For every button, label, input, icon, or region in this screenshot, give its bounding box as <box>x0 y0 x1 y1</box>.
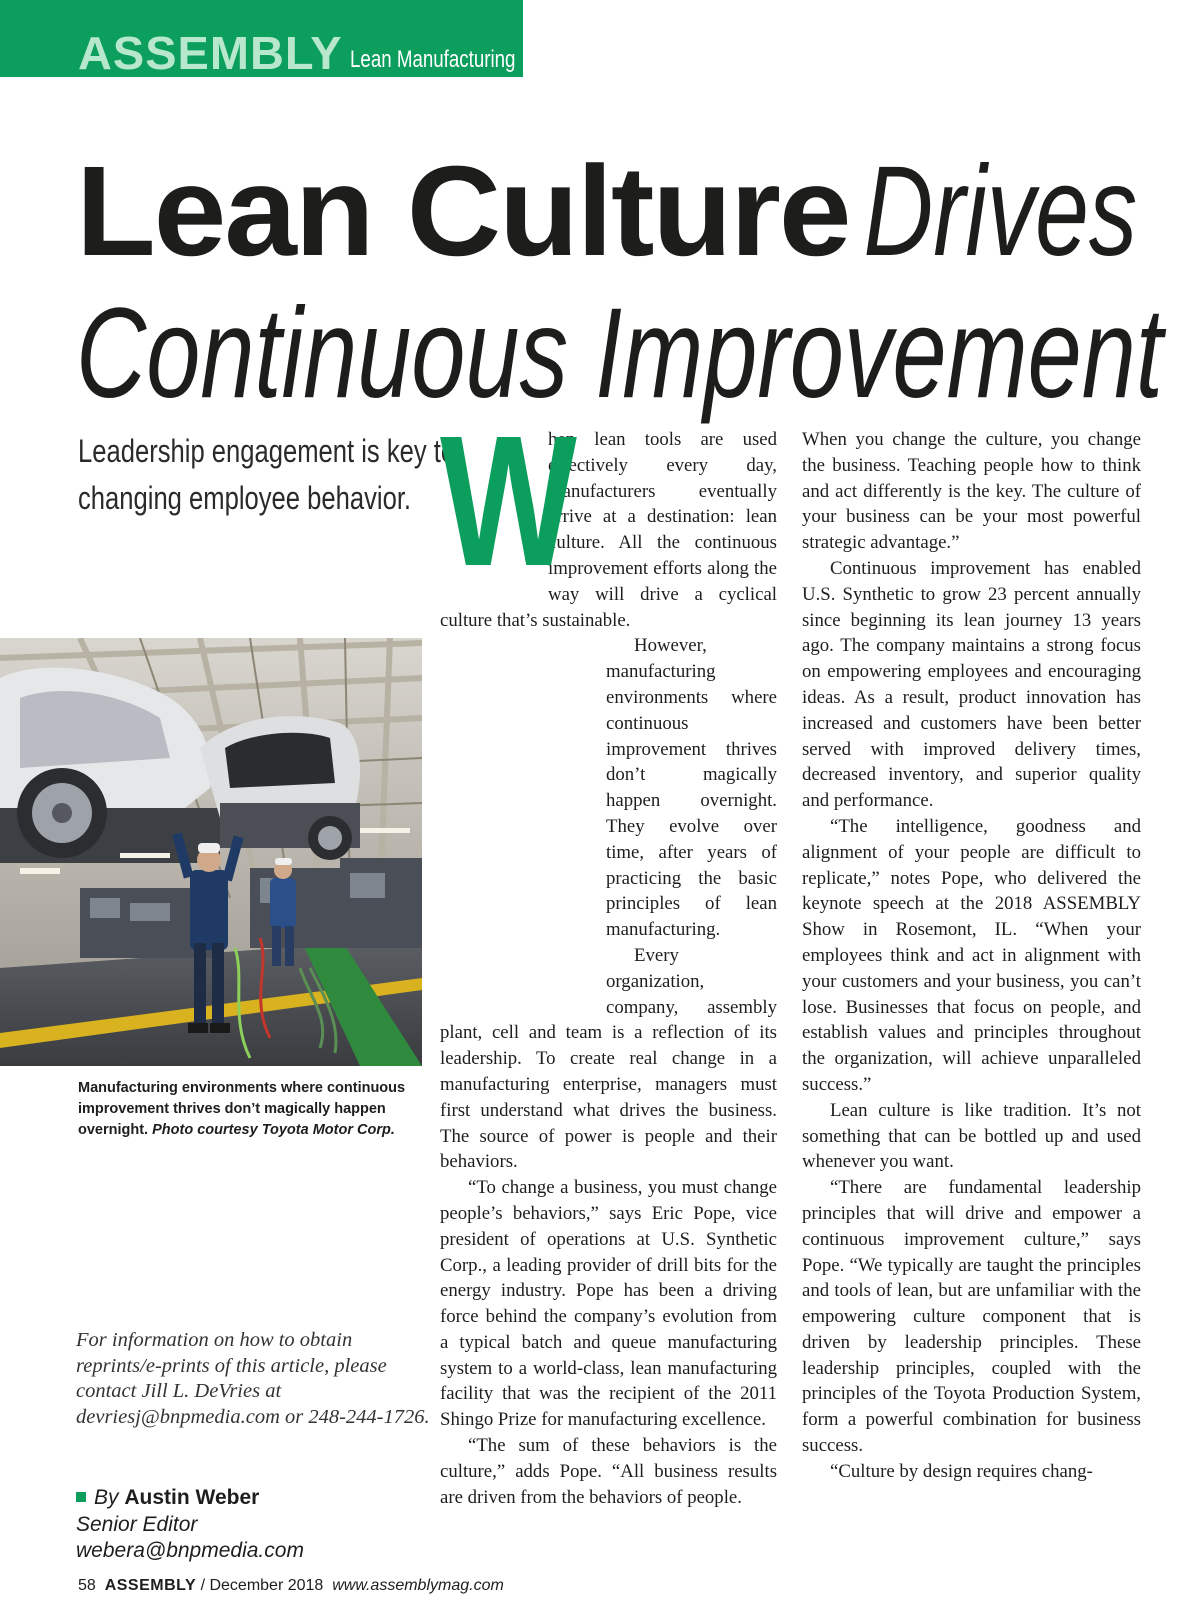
paragraph-6: Continuous improvement has enabled U.S. Synthetic to grow 23 percent annually since beginning its lean journey 13 years ago. The company maintains a strong focus on empowering employees and encouraging ideas. As a result, product innovation has increased and customers have been better served with improved delivery times, decreased inventory, and superior quality and performance. <box>802 557 1141 812</box>
paragraph-2: However, manufacturing environments where continuous improvement thrives don’t magically happen overnight. They evolve over time, after years of practicing the basic principles of lean manufacturing. <box>606 635 777 941</box>
section-name: ASSEMBLY <box>78 27 343 79</box>
photo-credit: Photo courtesy Toyota Motor Corp. <box>152 1122 395 1138</box>
photo-caption <box>78 1078 423 1141</box>
paragraph-5-continued: When you change the culture, you change the business. Teaching people how to think and act differently is the key. The culture of your business can be your most powerful strategic advantage.” <box>802 429 1141 554</box>
headline-bold: Lean Culture <box>76 140 850 283</box>
caption-text: Manufacturing environments where continuous improvement thrives don’t magically happen overnight. <box>78 1080 406 1138</box>
paragraph-7: “The intelligence, goodness and alignment of your people are difficult to replicate,” notes Pope, who delivered the keynote speech at the 2018 ASSEMBLY Show in Rosemont, IL. “When your employees think and act in alignment with your customers and your business, you can’t lose. Businesses that focus on people, and establish values and principles throughout the organization, will achieve unparalleled success.” <box>802 815 1141 1095</box>
drop-cap: W <box>440 398 577 605</box>
author-title: Senior Editor <box>76 1512 198 1536</box>
author-email: webera@bnpmedia.com <box>76 1539 304 1562</box>
paragraph-4: “To change a business, you must change people’s behaviors,” says Eric Pope, vice president of operations at U.S. Synthetic Corp., a leading provider of drill bits for the energy industry. Pope has been a driving force behind the company’s evolution from a typical batch and queue manufacturing system to a world-class, lean manufacturing facility that was the recipient of the 2011 Shingo Prize for manufacturing excellence. <box>440 1177 777 1431</box>
page-number: 58 <box>78 1577 96 1594</box>
paragraph-5-start: “The sum of these behaviors is the culture,” adds Pope. “All business results are driven from the behaviors of people. <box>440 1435 777 1508</box>
paragraph-1: hen lean tools are used effectively every day, manufacturers eventually arrive at a destination: lean culture. All the continuous improvement efforts along the way will drive a cyclical culture that’s sustainable. <box>440 429 777 631</box>
headline-line-2: Continuous Improvement <box>76 282 1163 425</box>
byline-by: By <box>94 1486 119 1509</box>
body-column-1 <box>440 398 777 1510</box>
footer-url: www.assemblymag.com <box>332 1577 504 1594</box>
headline-line-1 <box>76 140 1200 283</box>
footer-publication: ASSEMBLY <box>104 1577 197 1594</box>
body-column-2 <box>802 427 1141 1485</box>
assembly-line-illustration <box>0 638 422 1066</box>
paragraph-9: “There are fundamental leadership principles that will drive and empower a continuous improvement culture,” says Pope. “We typically are taught the principles and tools of lean, but are unfamiliar with the empowering culture component that is driven by leadership principles. These leadership principles, coupled with the principles of the Toyota Production System, form a powerful combination for business success. <box>802 1177 1141 1457</box>
byline-author-line <box>76 1485 304 1512</box>
byline-square-icon <box>76 1492 86 1502</box>
photo-wrap-spacer <box>440 633 606 1019</box>
subsection-name: Lean Manufacturing <box>350 46 516 73</box>
factory-photo <box>0 638 422 1066</box>
paragraph-8: Lean culture is like tradition. It’s not something that can be bottled up and used whenever you want. <box>802 1099 1141 1173</box>
paragraph-5a <box>440 1433 777 1510</box>
paragraph-3: Every organization, company, assembly plant, cell and team is a reflection of its leadership. To create real change in a manufacturing enterprise, managers must first understand what drives the business. The source of power is people and their behaviors. <box>440 944 777 1173</box>
byline <box>76 1485 304 1565</box>
author-name: Austin Weber <box>124 1486 260 1509</box>
page-footer <box>78 1578 504 1594</box>
deck <box>78 428 456 522</box>
deck-text: Leadership engagement is key to changing employee behavior. <box>78 433 456 516</box>
headline-italic-1: Drives <box>863 140 1138 283</box>
reprint-info: For information on how to obtain reprints/e-prints of this article, please contact Jill L. DeVries at devriesj@bnpmedia.com or 248-244-1726. <box>76 1329 430 1428</box>
paragraph-10: “Culture by design requires chang- <box>830 1460 1093 1482</box>
footer-issue: / December 2018 <box>200 1577 324 1594</box>
